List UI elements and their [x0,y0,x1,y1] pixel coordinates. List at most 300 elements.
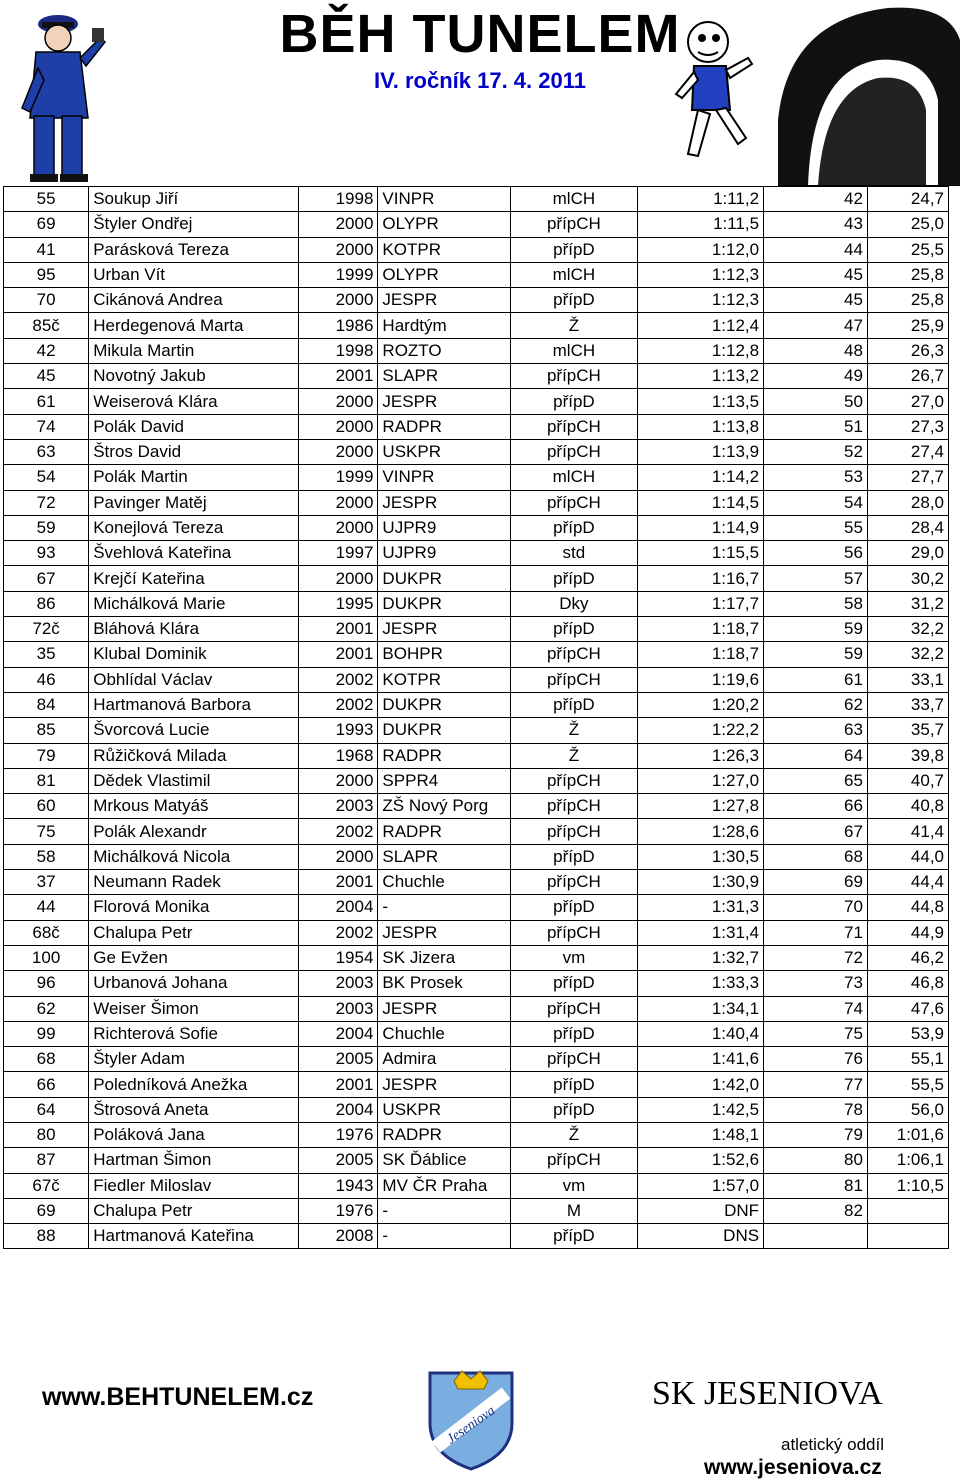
table-row [4,768,949,793]
time-cell: 1:26,3 [637,743,764,768]
club-cell: UJPR9 [378,541,511,566]
category-cell: přípCH [511,920,637,945]
club-cell: VINPR [378,187,511,212]
time-cell: 1:31,3 [637,895,764,920]
runner-name-cell: Štros David [89,439,299,464]
time-gap-cell: 27,4 [867,439,948,464]
place-cell: 52 [764,439,868,464]
time-cell: DNS [637,1224,764,1249]
table-row [4,844,949,869]
club-cell: USKPR [378,439,511,464]
birth-year-cell: 2000 [299,844,378,869]
birth-year-cell: 2000 [299,490,378,515]
table-row [4,414,949,439]
time-cell: 1:12,8 [637,338,764,363]
start-number-cell: 93 [4,541,89,566]
club-cell: OLYPR [378,212,511,237]
birth-year-cell: 1998 [299,187,378,212]
place-cell: 45 [764,288,868,313]
birth-year-cell: 2005 [299,1148,378,1173]
start-number-cell: 54 [4,465,89,490]
runner-name-cell: Parásková Tereza [89,237,299,262]
place-cell [764,1224,868,1249]
time-cell: 1:11,5 [637,212,764,237]
start-number-cell: 88 [4,1224,89,1249]
club-cell: Chuchle [378,1021,511,1046]
time-gap-cell: 32,2 [867,642,948,667]
club-cell: - [378,1198,511,1223]
category-cell: přípD [511,515,637,540]
club-cell: SPPR4 [378,768,511,793]
table-row [4,617,949,642]
table-row [4,1224,949,1249]
place-cell: 75 [764,1021,868,1046]
runner-name-cell: Hartmanová Kateřina [89,1224,299,1249]
runner-name-cell: Cikánová Andrea [89,288,299,313]
place-cell: 66 [764,794,868,819]
club-cell: JESPR [378,996,511,1021]
time-gap-cell: 26,3 [867,338,948,363]
birth-year-cell: 2004 [299,1097,378,1122]
category-cell: přípCH [511,439,637,464]
runner-name-cell: Novotný Jakub [89,364,299,389]
club-cell: Chuchle [378,870,511,895]
runner-name-cell: Mikula Martin [89,338,299,363]
table-row [4,718,949,743]
start-number-cell: 99 [4,1021,89,1046]
start-number-cell: 66 [4,1072,89,1097]
runner-name-cell: Polák Alexandr [89,819,299,844]
table-row [4,945,949,970]
place-cell: 58 [764,591,868,616]
start-number-cell: 72č [4,617,89,642]
time-gap-cell: 1:10,5 [867,1173,948,1198]
table-row [4,515,949,540]
runner-name-cell: Chalupa Petr [89,1198,299,1223]
runner-name-cell: Štrosová Aneta [89,1097,299,1122]
birth-year-cell: 1999 [299,262,378,287]
runner-name-cell: Florová Monika [89,895,299,920]
time-gap-cell: 53,9 [867,1021,948,1046]
start-number-cell: 64 [4,1097,89,1122]
time-cell: 1:16,7 [637,566,764,591]
runner-name-cell: Urban Vít [89,262,299,287]
start-number-cell: 44 [4,895,89,920]
place-cell: 45 [764,262,868,287]
time-cell: 1:57,0 [637,1173,764,1198]
table-row [4,439,949,464]
start-number-cell: 96 [4,971,89,996]
birth-year-cell: 2000 [299,414,378,439]
table-row [4,490,949,515]
tunnel-illustration [778,0,960,186]
time-cell: 1:42,5 [637,1097,764,1122]
place-cell: 62 [764,692,868,717]
table-row [4,212,949,237]
club-cell: JESPR [378,920,511,945]
club-subtitle: atletický oddíl [781,1435,884,1454]
time-cell: 1:18,7 [637,617,764,642]
time-gap-cell: 35,7 [867,718,948,743]
club-cell: SLAPR [378,844,511,869]
time-cell: 1:12,3 [637,262,764,287]
place-cell: 48 [764,338,868,363]
runner-name-cell: Neumann Radek [89,870,299,895]
start-number-cell: 42 [4,338,89,363]
place-cell: 82 [764,1198,868,1223]
time-cell: 1:33,3 [637,971,764,996]
club-cell: Hardtým [378,313,511,338]
table-row [4,920,949,945]
time-gap-cell: 44,0 [867,844,948,869]
table-row [4,1047,949,1072]
category-cell: přípCH [511,1148,637,1173]
runner-name-cell: Klubal Dominik [89,642,299,667]
time-cell: 1:14,5 [637,490,764,515]
place-cell: 64 [764,743,868,768]
start-number-cell: 69 [4,1198,89,1223]
place-cell: 54 [764,490,868,515]
start-number-cell: 74 [4,414,89,439]
table-row [4,1198,949,1223]
runner-name-cell: Fiedler Miloslav [89,1173,299,1198]
start-number-cell: 61 [4,389,89,414]
time-gap-cell: 31,2 [867,591,948,616]
time-gap-cell: 26,7 [867,364,948,389]
time-gap-cell: 47,6 [867,996,948,1021]
table-row [4,794,949,819]
club-cell: RADPR [378,414,511,439]
place-cell: 56 [764,541,868,566]
category-cell: přípCH [511,642,637,667]
time-cell: 1:30,9 [637,870,764,895]
category-cell: mlCH [511,338,637,363]
place-cell: 50 [764,389,868,414]
time-cell: 1:17,7 [637,591,764,616]
birth-year-cell: 2004 [299,1021,378,1046]
start-number-cell: 79 [4,743,89,768]
birth-year-cell: 1995 [299,591,378,616]
table-row [4,895,949,920]
start-number-cell: 69 [4,212,89,237]
category-cell: přípD [511,389,637,414]
time-cell: 1:19,6 [637,667,764,692]
category-cell: přípCH [511,996,637,1021]
start-number-cell: 60 [4,794,89,819]
start-number-cell: 86 [4,591,89,616]
birth-year-cell: 1976 [299,1122,378,1147]
jeseniova-shield-logo [426,1363,516,1471]
category-cell: přípD [511,237,637,262]
club-cell: JESPR [378,288,511,313]
birth-year-cell: 1976 [299,1198,378,1223]
time-cell: 1:12,4 [637,313,764,338]
table-row [4,667,949,692]
club-cell: JESPR [378,617,511,642]
birth-year-cell: 2005 [299,1047,378,1072]
club-cell: RADPR [378,1122,511,1147]
category-cell: přípCH [511,794,637,819]
club-cell: DUKPR [378,692,511,717]
time-cell: 1:30,5 [637,844,764,869]
place-cell: 70 [764,895,868,920]
place-cell: 78 [764,1097,868,1122]
time-gap-cell: 44,8 [867,895,948,920]
category-cell: přípCH [511,212,637,237]
category-cell: mlCH [511,465,637,490]
time-gap-cell: 46,2 [867,945,948,970]
runner-name-cell: Weiser Šimon [89,996,299,1021]
category-cell: Ž [511,1122,637,1147]
time-cell: 1:22,2 [637,718,764,743]
birth-year-cell: 1998 [299,338,378,363]
time-gap-cell: 27,0 [867,389,948,414]
time-cell: 1:40,4 [637,1021,764,1046]
runner-name-cell: Štyler Adam [89,1047,299,1072]
birth-year-cell: 1999 [299,465,378,490]
runner-name-cell: Bláhová Klára [89,617,299,642]
start-number-cell: 45 [4,364,89,389]
runner-name-cell: Chalupa Petr [89,920,299,945]
category-cell: Ž [511,718,637,743]
club-website-link[interactable]: www.jeseniova.cz [704,1456,882,1479]
runner-name-cell: Švehlová Kateřina [89,541,299,566]
time-cell: 1:34,1 [637,996,764,1021]
time-gap-cell: 40,7 [867,768,948,793]
time-cell: 1:27,0 [637,768,764,793]
category-cell: přípCH [511,870,637,895]
time-gap-cell: 40,8 [867,794,948,819]
table-row [4,1097,949,1122]
category-cell: přípD [511,971,637,996]
category-cell: přípCH [511,414,637,439]
time-gap-cell: 27,3 [867,414,948,439]
runner-name-cell: Polák David [89,414,299,439]
time-cell: 1:13,9 [637,439,764,464]
club-cell: JESPR [378,389,511,414]
category-cell: přípCH [511,667,637,692]
category-cell: přípD [511,617,637,642]
time-cell: 1:27,8 [637,794,764,819]
time-gap-cell: 25,0 [867,212,948,237]
runner-name-cell: Hartman Šimon [89,1148,299,1173]
club-cell: JESPR [378,490,511,515]
place-cell: 77 [764,1072,868,1097]
time-cell: DNF [637,1198,764,1223]
runner-mascot-illustration [668,14,758,170]
club-cell: DUKPR [378,566,511,591]
category-cell: přípD [511,1097,637,1122]
start-number-cell: 37 [4,870,89,895]
birth-year-cell: 2003 [299,971,378,996]
club-cell: RADPR [378,743,511,768]
table-row [4,364,949,389]
club-cell: ZŠ Nový Porg [378,794,511,819]
table-row [4,1122,949,1147]
time-cell: 1:52,6 [637,1148,764,1173]
club-cell: RADPR [378,819,511,844]
time-gap-cell: 56,0 [867,1097,948,1122]
birth-year-cell: 2004 [299,895,378,920]
page-header [0,0,960,186]
runner-name-cell: Hartmanová Barbora [89,692,299,717]
birth-year-cell: 2008 [299,1224,378,1249]
club-cell: VINPR [378,465,511,490]
time-cell: 1:32,7 [637,945,764,970]
table-row [4,1021,949,1046]
birth-year-cell: 1997 [299,541,378,566]
start-number-cell: 70 [4,288,89,313]
birth-year-cell: 2001 [299,1072,378,1097]
time-cell: 1:12,0 [637,237,764,262]
birth-year-cell: 1986 [299,313,378,338]
runner-name-cell: Mrkous Matyáš [89,794,299,819]
category-cell: přípD [511,844,637,869]
start-number-cell: 46 [4,667,89,692]
place-cell: 49 [764,364,868,389]
time-cell: 1:11,2 [637,187,764,212]
category-cell: mlCH [511,262,637,287]
category-cell: Ž [511,743,637,768]
start-number-cell: 80 [4,1122,89,1147]
place-cell: 65 [764,768,868,793]
place-cell: 61 [764,667,868,692]
time-gap-cell: 33,1 [867,667,948,692]
time-gap-cell: 55,5 [867,1072,948,1097]
table-row [4,389,949,414]
start-number-cell: 87 [4,1148,89,1173]
time-gap-cell: 28,0 [867,490,948,515]
birth-year-cell: 2000 [299,389,378,414]
birth-year-cell: 2001 [299,617,378,642]
time-gap-cell: 1:06,1 [867,1148,948,1173]
runner-name-cell: Dědek Vlastimil [89,768,299,793]
club-cell: BOHPR [378,642,511,667]
table-row [4,591,949,616]
time-cell: 1:14,2 [637,465,764,490]
club-cell: KOTPR [378,667,511,692]
category-cell: std [511,541,637,566]
place-cell: 79 [764,1122,868,1147]
start-number-cell: 59 [4,515,89,540]
time-gap-cell: 29,0 [867,541,948,566]
table-row [4,819,949,844]
club-cell: OLYPR [378,262,511,287]
place-cell: 74 [764,996,868,1021]
time-gap-cell [867,1198,948,1223]
table-row [4,1173,949,1198]
birth-year-cell: 1968 [299,743,378,768]
category-cell: vm [511,1173,637,1198]
start-number-cell: 62 [4,996,89,1021]
place-cell: 59 [764,617,868,642]
table-row [4,566,949,591]
table-row [4,743,949,768]
club-cell: ROZTO [378,338,511,363]
club-cell: MV ČR Praha [378,1173,511,1198]
birth-year-cell: 2003 [299,794,378,819]
runner-name-cell: Urbanová Johana [89,971,299,996]
club-cell: USKPR [378,1097,511,1122]
start-number-cell: 58 [4,844,89,869]
time-gap-cell: 44,9 [867,920,948,945]
birth-year-cell: 2002 [299,819,378,844]
shield-text: Jeseniova [444,1403,499,1448]
place-cell: 71 [764,920,868,945]
place-cell: 59 [764,642,868,667]
runner-name-cell: Poledníková Anežka [89,1072,299,1097]
table-row [4,971,949,996]
start-number-cell: 72 [4,490,89,515]
runner-name-cell: Konejlová Tereza [89,515,299,540]
time-gap-cell: 27,7 [867,465,948,490]
place-cell: 76 [764,1047,868,1072]
table-row [4,870,949,895]
start-number-cell: 68 [4,1047,89,1072]
place-cell: 57 [764,566,868,591]
place-cell: 43 [764,212,868,237]
table-row [4,1072,949,1097]
runner-name-cell: Ge Evžen [89,945,299,970]
start-number-cell: 84 [4,692,89,717]
club-cell: DUKPR [378,718,511,743]
runner-name-cell: Herdegenová Marta [89,313,299,338]
category-cell: přípD [511,1021,637,1046]
birth-year-cell: 2000 [299,237,378,262]
birth-year-cell: 2000 [299,212,378,237]
category-cell: M [511,1198,637,1223]
start-number-cell: 55 [4,187,89,212]
birth-year-cell: 2002 [299,920,378,945]
time-gap-cell: 44,4 [867,870,948,895]
runner-name-cell: Krejčí Kateřina [89,566,299,591]
category-cell: přípCH [511,819,637,844]
event-website-link[interactable]: www.BEHTUNELEM.cz [42,1383,314,1411]
time-gap-cell: 1:01,6 [867,1122,948,1147]
table-row [4,288,949,313]
start-number-cell: 75 [4,819,89,844]
club-cell: KOTPR [378,237,511,262]
category-cell: Dky [511,591,637,616]
birth-year-cell: 2001 [299,642,378,667]
time-cell: 1:48,1 [637,1122,764,1147]
place-cell: 44 [764,237,868,262]
time-cell: 1:18,7 [637,642,764,667]
table-row [4,313,949,338]
category-cell: přípCH [511,364,637,389]
time-cell: 1:13,5 [637,389,764,414]
start-number-cell: 41 [4,237,89,262]
club-cell: DUKPR [378,591,511,616]
time-gap-cell: 30,2 [867,566,948,591]
time-gap-cell: 39,8 [867,743,948,768]
time-gap-cell [867,1224,948,1249]
start-number-cell: 35 [4,642,89,667]
time-cell: 1:12,3 [637,288,764,313]
category-cell: přípCH [511,768,637,793]
time-cell: 1:31,4 [637,920,764,945]
event-subtitle: IV. ročník 17. 4. 2011 [373,68,586,93]
start-number-cell: 68č [4,920,89,945]
table-row [4,237,949,262]
time-gap-cell: 28,4 [867,515,948,540]
club-cell: JESPR [378,1072,511,1097]
category-cell: Ž [511,313,637,338]
birth-year-cell: 2002 [299,692,378,717]
start-number-cell: 63 [4,439,89,464]
time-gap-cell: 25,8 [867,288,948,313]
category-cell: přípCH [511,490,637,515]
